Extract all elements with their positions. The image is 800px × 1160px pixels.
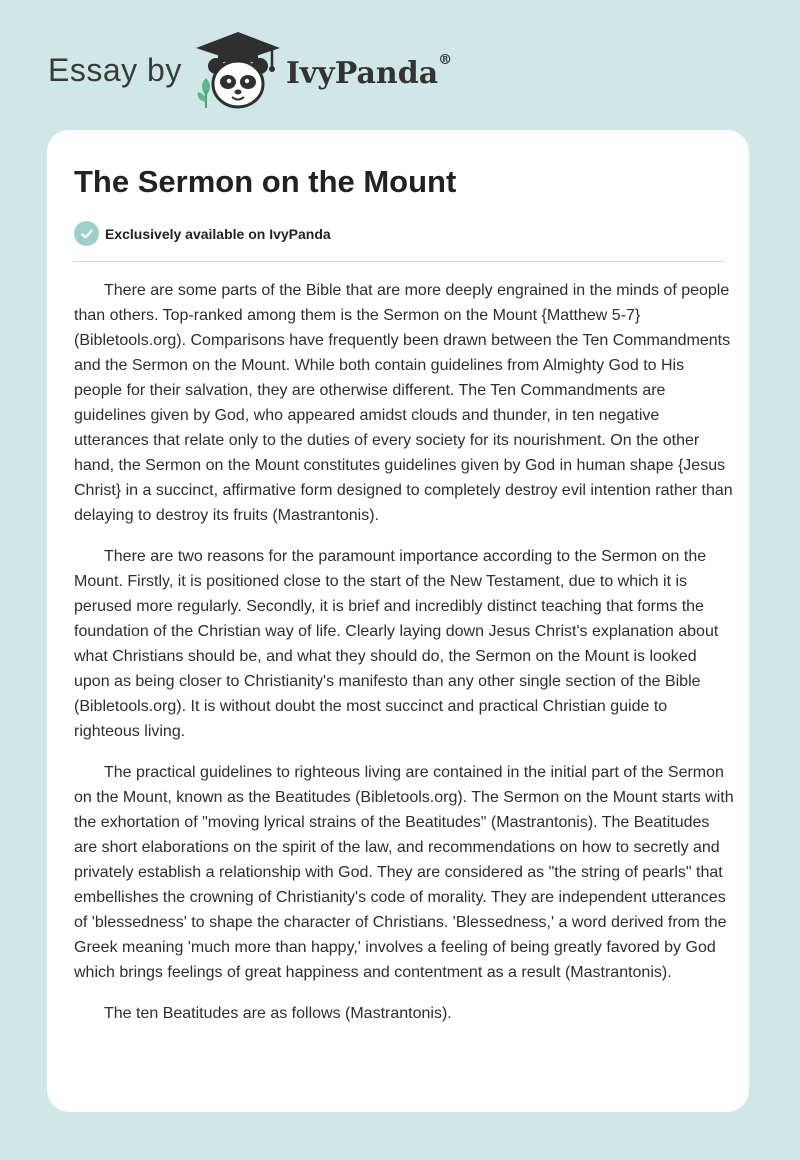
essay-card xyxy=(47,130,749,1112)
exclusive-badge-label: Exclusively available on IvyPanda xyxy=(105,225,331,242)
site-header xyxy=(48,30,548,110)
title-divider xyxy=(74,261,724,262)
paragraph: The practical guidelines to righteous living are contained in the initial part of the Sermon on the Mount, known as the Beatitudes (Bibletools.org). The Sermon on the Mount starts with the exhortation of "moving lyrical strains of the Beatitudes" (Mastrantonis). The Beatitudes are short elaborations on the spirit of the law, and recommendations on how to secretly and privately establish a relationship with God. They are considered as "the string of pearls" that embellishes the crowning of Christianity's code of morality. They are independent utterances of 'blessedness' to shape the character of Christians. 'Blessedness,' a word derived from the Greek meaning 'much more than happy,' involves a feeling of being greatly favored by God which brings feelings of great happiness and contentment as a result (Mastrantonis). xyxy=(74,764,734,981)
exclusive-badge xyxy=(74,221,331,246)
panda-graduate-icon[interactable] xyxy=(192,30,284,110)
paragraph: There are two reasons for the paramount importance according to the Sermon on the Mount. Firstly, it is positioned close to the start of the New Testament, due to which it is perused more regularly. Secondly, it is brief and incredibly distinct teaching that forms the foundation of the Christian way of life. Clearly laying down Jesus Christ's explanation about what Christians should be, and what they should do, the Sermon on the Mount is looked upon as being closer to Christianity's manifesto than any other single section of the Bible (Bibletools.org). It is without doubt the most succinct and practical Christian guide to righteous living. xyxy=(74,548,719,740)
page-title: The Sermon on the Mount xyxy=(74,164,457,199)
essay-by-label: Essay by xyxy=(48,51,182,88)
brand-name[interactable] xyxy=(285,51,453,91)
registered-mark: ® xyxy=(438,51,453,68)
essay-body xyxy=(74,278,734,1042)
check-circle-icon xyxy=(74,221,99,246)
paragraph: There are some parts of the Bible that are more deeply engrained in the minds of people than others. Top-ranked among them is the Sermon on the Mount {Matthew 5-7} (Bibletools.org). Comparisons have frequently been drawn between the Ten Commandments and the Sermon on the Mount. While both contain guidelines from Almighty God to His people for their salvation, they are otherwise different. The Ten Commandments are guidelines given by God, who appeared amidst clouds and thunder, in ten negative utterances that relate only to the duties of every society for its nourishment. On the other hand, the Sermon on the Mount constitutes guidelines given by God in human shape {Jesus Christ} in a succinct, affirmative form designed to completely destroy evil intention rather than delaying to destroy its fruits (Mastrantonis). xyxy=(74,282,733,524)
brand-name-text: IvyPanda xyxy=(285,55,439,91)
paragraph: The ten Beatitudes are as follows (Mastrantonis). xyxy=(104,1005,452,1022)
